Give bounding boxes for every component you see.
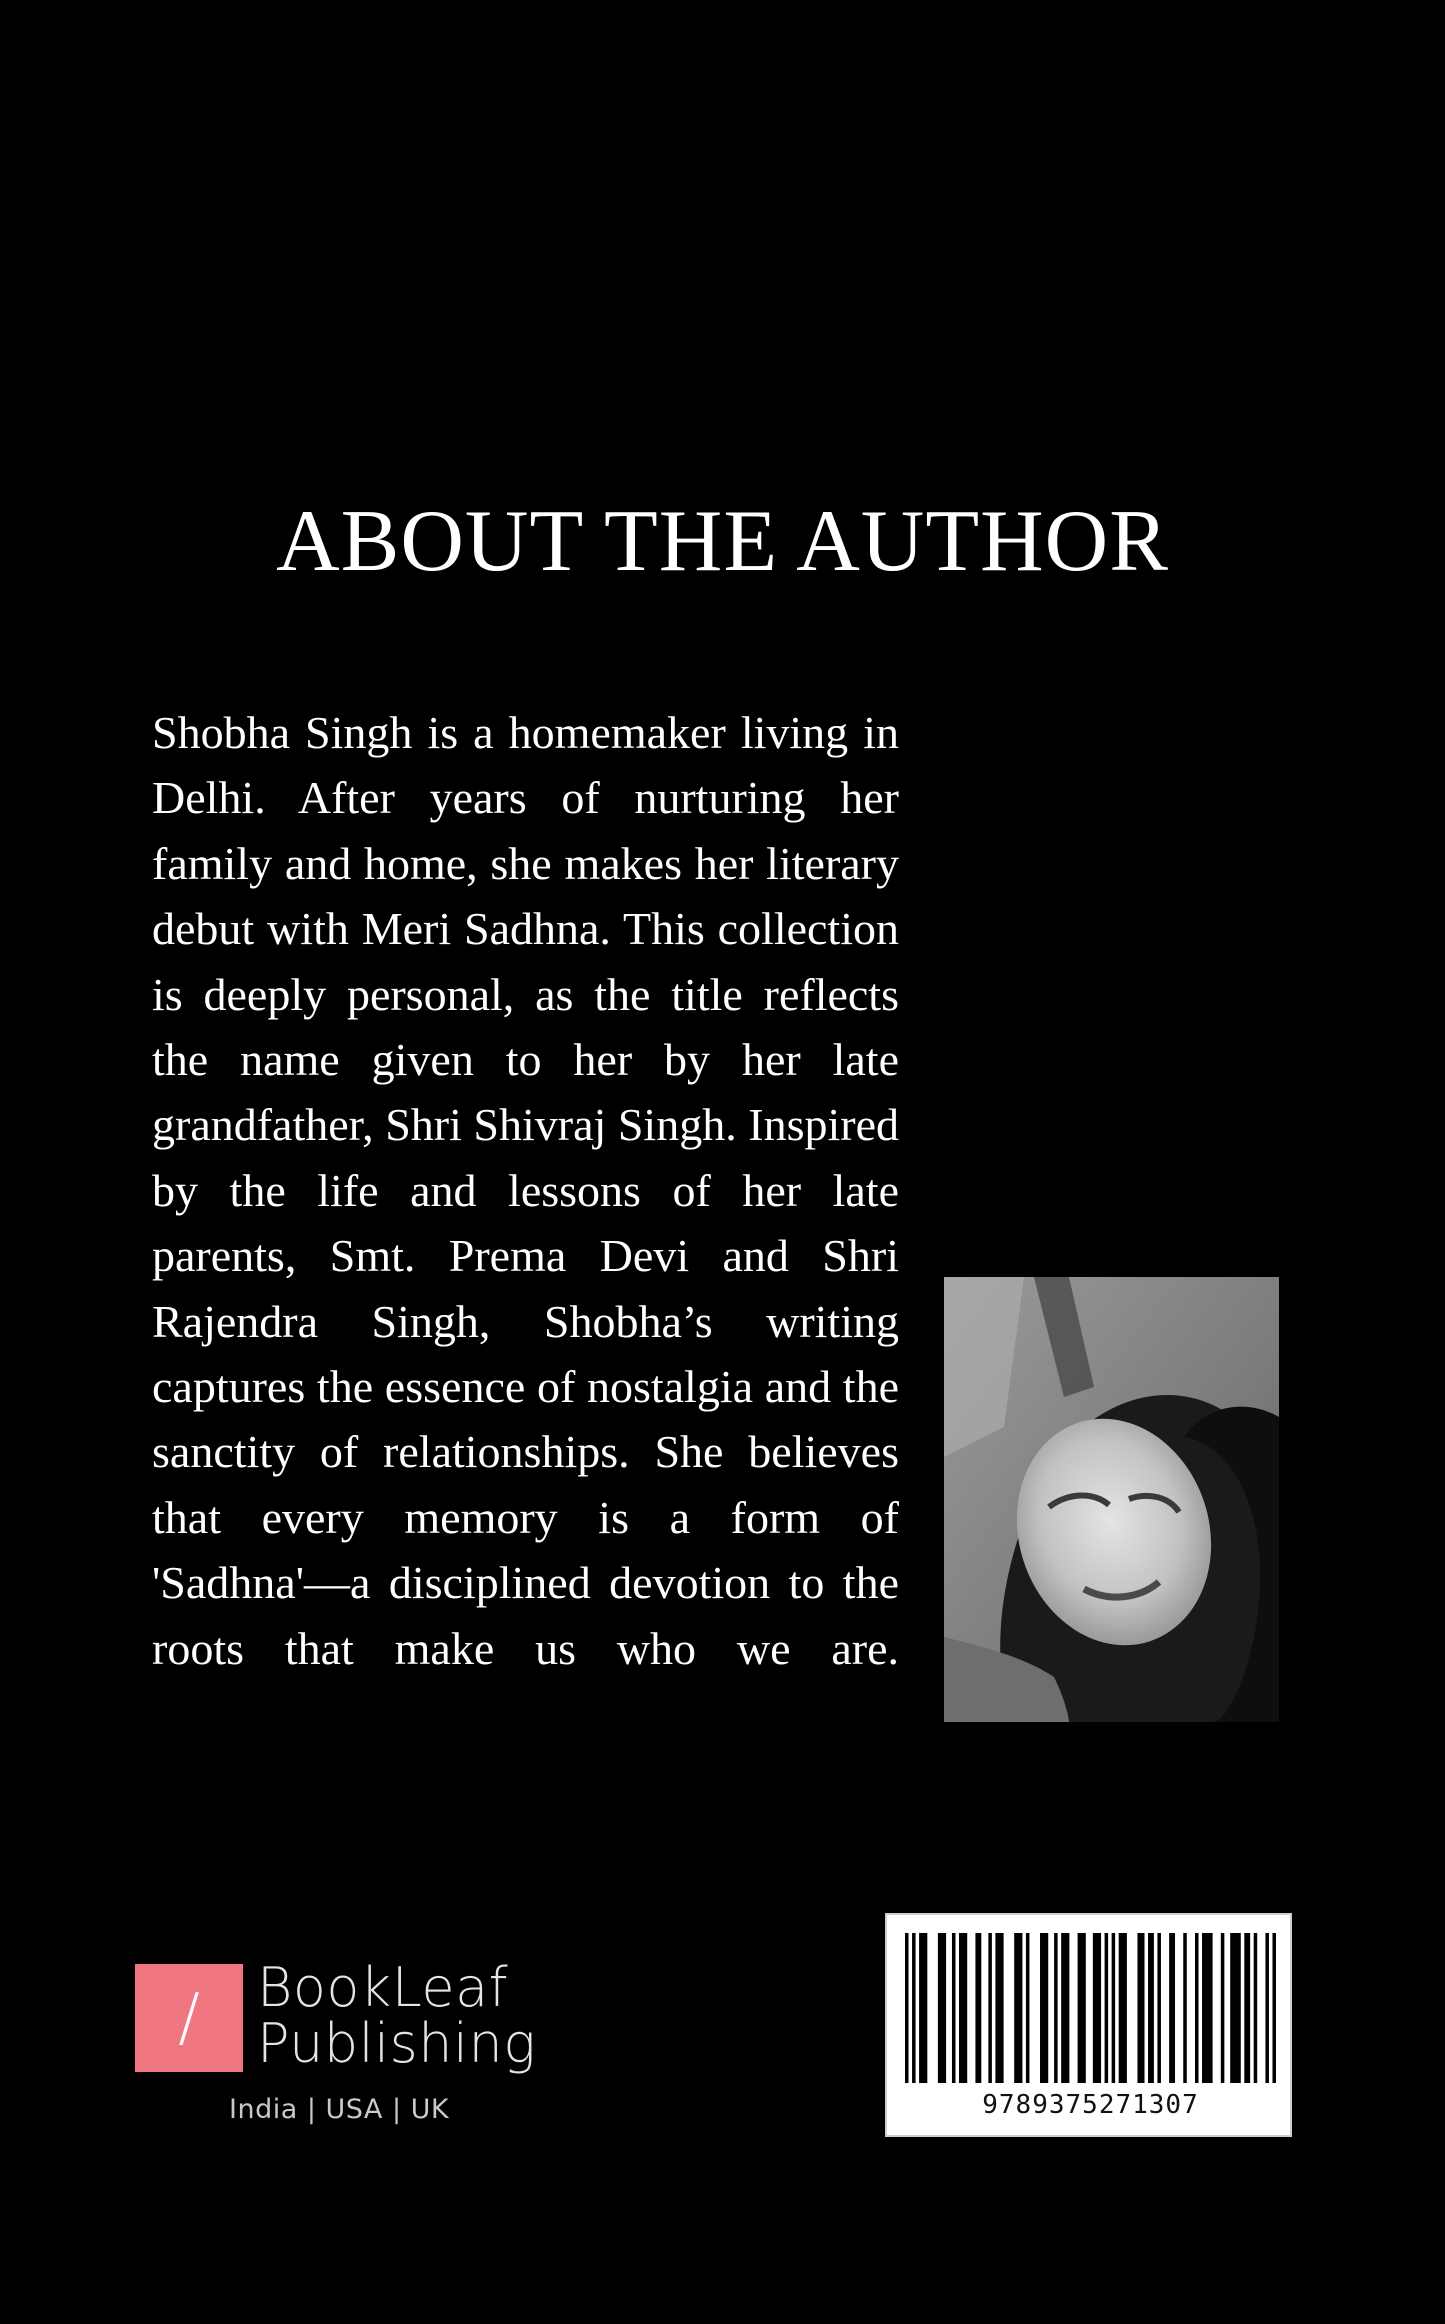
barcode-bar — [988, 1933, 992, 2083]
barcode-bar — [1265, 1933, 1269, 2083]
barcode-bar — [1244, 1933, 1250, 2083]
author-photo — [944, 1277, 1279, 1722]
barcode-bar — [1061, 1933, 1069, 2083]
publisher-name-line2: Publishing — [257, 2012, 537, 2075]
barcode-bar — [959, 1933, 967, 2083]
barcode-bars — [905, 1933, 1276, 2083]
barcode-bar — [1054, 1933, 1058, 2083]
barcode-bar — [905, 1933, 909, 2083]
page-title: ABOUT THE AUTHOR — [276, 493, 1169, 590]
barcode-bar — [1014, 1933, 1022, 2083]
barcode-bar — [1078, 1933, 1086, 2083]
barcode-bar — [1093, 1933, 1101, 2083]
barcode-bar — [1105, 1933, 1109, 2083]
barcode-bar — [1169, 1933, 1175, 2083]
barcode-bar — [1026, 1933, 1030, 2083]
slash-logo-icon: / — [135, 1964, 243, 2072]
publisher-name-line1: BookLeaf — [257, 1956, 509, 2019]
publisher-regions: India | USA | UK — [229, 2094, 450, 2125]
isbn-barcode — [885, 1913, 1292, 2137]
publisher-logo — [135, 1956, 555, 2132]
barcode-bar — [1119, 1933, 1127, 2083]
barcode-bar — [1112, 1933, 1116, 2083]
barcode-bar — [938, 1933, 946, 2083]
barcode-bar — [1272, 1933, 1276, 2083]
author-bio: Shobha Singh is a homemaker living in Delhi. After years of nurturing her family and home, she makes her literary debut with Meri Sadhna. This collection is deeply personal, as the title reflects the name given to her by her late grandfather, Shri Shivraj Singh. Inspired by the life and lessons of her late parents, Smt. Prema Devi and Shri Rajendra Singh, Shobha’s writing captures the essence of nostalgia and the sanctity of relationships. She believes that every memory is a form of 'Sadhna'—a disciplined devotion to the roots that make us who we are. — [152, 707, 899, 1674]
barcode-bar — [919, 1933, 927, 2083]
barcode-bar — [1195, 1933, 1199, 2083]
barcode-bar — [912, 1933, 916, 2083]
barcode-bar — [975, 1933, 981, 2083]
barcode-bar — [1221, 1933, 1225, 2083]
barcode-bar — [995, 1933, 1003, 2083]
barcode-bar — [1183, 1933, 1187, 2083]
barcode-bar — [1148, 1933, 1154, 2083]
barcode-bar — [952, 1933, 956, 2083]
barcode-bar — [1040, 1933, 1048, 2083]
barcode-bar — [1230, 1933, 1241, 2083]
barcode-bar — [1254, 1933, 1258, 2083]
isbn-number: 9789375271307 — [982, 2090, 1199, 2120]
barcode-bar — [1137, 1933, 1144, 2083]
barcode-bar — [1157, 1933, 1161, 2083]
barcode-bar — [1202, 1933, 1213, 2083]
